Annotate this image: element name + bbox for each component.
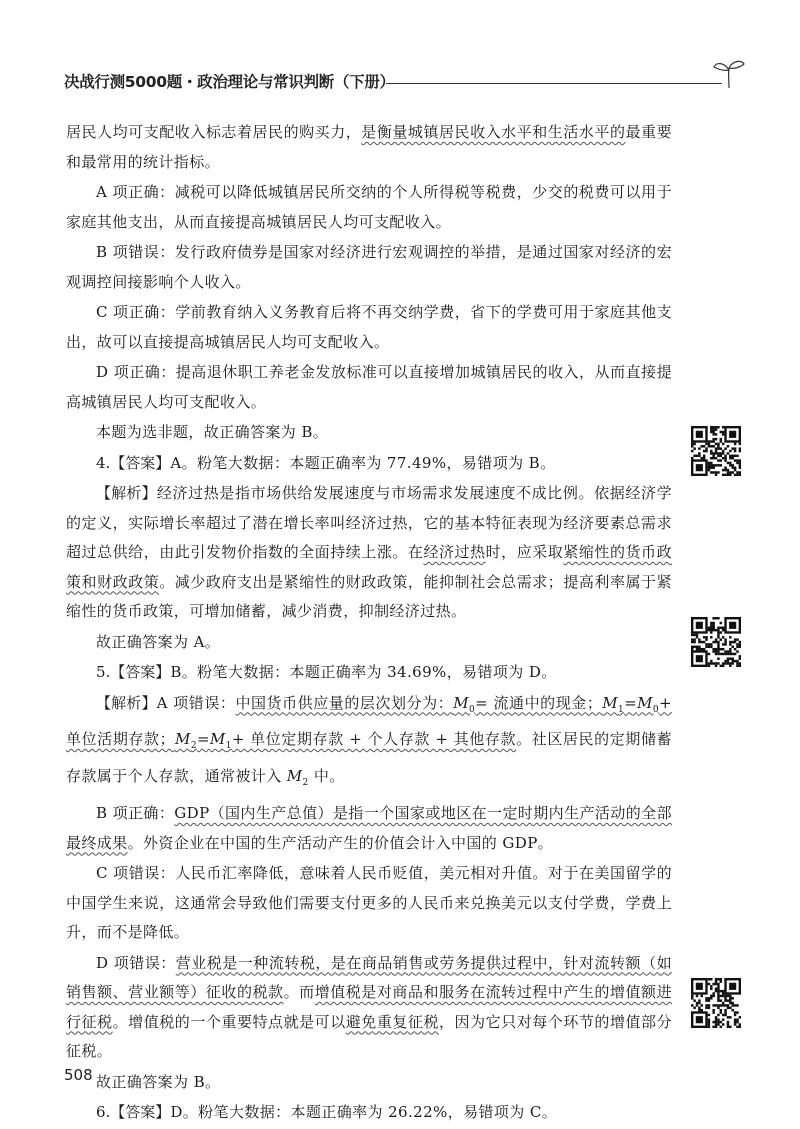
option-b-explanation: B 项错误：发行政府债券是国家对经济进行宏观调控的举措，是通过国家对经济的宏观调控间接影响个人收入。 xyxy=(66,243,672,291)
option-c-explanation: C 项正确：学前教育纳入义务教育后将不再交纳学费，省下的学费可用于家庭其他支出，故可以直接提高城镇居民人均可支配收入。 xyxy=(66,303,672,351)
question-4-analysis: 【解析】经济过热是指市场供给发展速度与市场需求发展速度不成比例。依据经济学的定义，实际增长率超过了潜在增长率叫经济过热，它的基本特征表现为经济要素总需求超过总供给，由此引发物价指数的全面持续上涨。在经济过热时，应采取紧缩性的货币政策和财政政策。减少政府支出是紧缩性的财政政策，能抑制社会总需求；提高利率属于紧缩性的货币政策，可增加储蓄，减少消费，抑制经济过热。 xyxy=(66,484,672,620)
question-4-answer: 4.【答案】A。粉笔大数据：本题正确率为 77.49%，易错项为 B。 xyxy=(96,453,556,472)
page-body xyxy=(66,118,672,1129)
question-5-analysis-d: D 项错误：营业税是一种流转税，是在商品销售或劳务提供过程中，针对流转额（如销售额、营业额等）征收的税款。而增值税是对商品和服务在流转过程中产生的增值额进行征税。增值税的一个重要特点就是可以避免重复征税，因为它只对每个环节的增值部分征税。 xyxy=(66,953,673,1060)
question-5-analysis-c: C 项错误：人民币汇率降低，意味着人民币贬值，美元相对升值。对于在美国留学的中国学生来说，这通常会导致他们需要支付更多的人民币来兑换美元以支付学费，学费上升，而不是降低。 xyxy=(66,864,672,941)
book-header-title: 决战行测5000题・政治理论与常识判断（下册） xyxy=(64,73,395,91)
qr-code-icon[interactable] xyxy=(691,978,741,1028)
option-a-explanation: A 项正确：减税可以降低城镇居民所交纳的个人所得税等税费，少交的税费可以用于家庭其他支出，从而直接提高城镇居民人均可支配收入。 xyxy=(66,183,672,231)
question-5-answer: 5.【答案】B。粉笔大数据：本题正确率为 34.69%，易错项为 D。 xyxy=(96,663,557,681)
question-5-analysis-a: 【解析】A 项错误：中国货币供应量的层次划分为：$M_0=$ 流通中的现金；$M_1=M_0+$ 单位活期存款；$M_2=M_1+$ 单位定期存款 + 个人存款 + 其他存款。社区居民的定期储蓄存款属于个人存款，通常被计入 $M_2$ 中。 xyxy=(66,693,672,788)
header-rule xyxy=(386,83,722,84)
question-6-answer: 6.【答案】D。粉笔大数据：本题正确率为 26.22%，易错项为 C。 xyxy=(96,1103,558,1121)
question-5-final: 故正确答案为 B。 xyxy=(96,1072,221,1091)
sprout-icon xyxy=(712,58,746,90)
question-5-analysis-b: B 项正确：GDP（国内生产总值）是指一个国家或地区在一定时期内生产活动的全部最终成果。外资企业在中国的生产活动产生的价值会计入中国的 GDP。 xyxy=(66,804,672,852)
option-d-explanation: D 项正确：提高退休职工养老金发放标准可以直接增加城镇居民的收入，从而直接提高城镇居民人均可支配收入。 xyxy=(66,363,672,411)
answer-summary: 本题为选非题，故正确答案为 B。 xyxy=(96,423,329,441)
question-4-final: 故正确答案为 A。 xyxy=(96,632,221,651)
page-number: 508 xyxy=(64,1066,93,1084)
qr-code-icon[interactable] xyxy=(691,617,741,667)
paragraph-intro: 居民人均可支配收入标志着居民的购买力，是衡量城镇居民收入水平和生活水平的最重要和最常用的统计指标。 xyxy=(66,123,672,171)
qr-code-icon[interactable] xyxy=(691,426,741,476)
